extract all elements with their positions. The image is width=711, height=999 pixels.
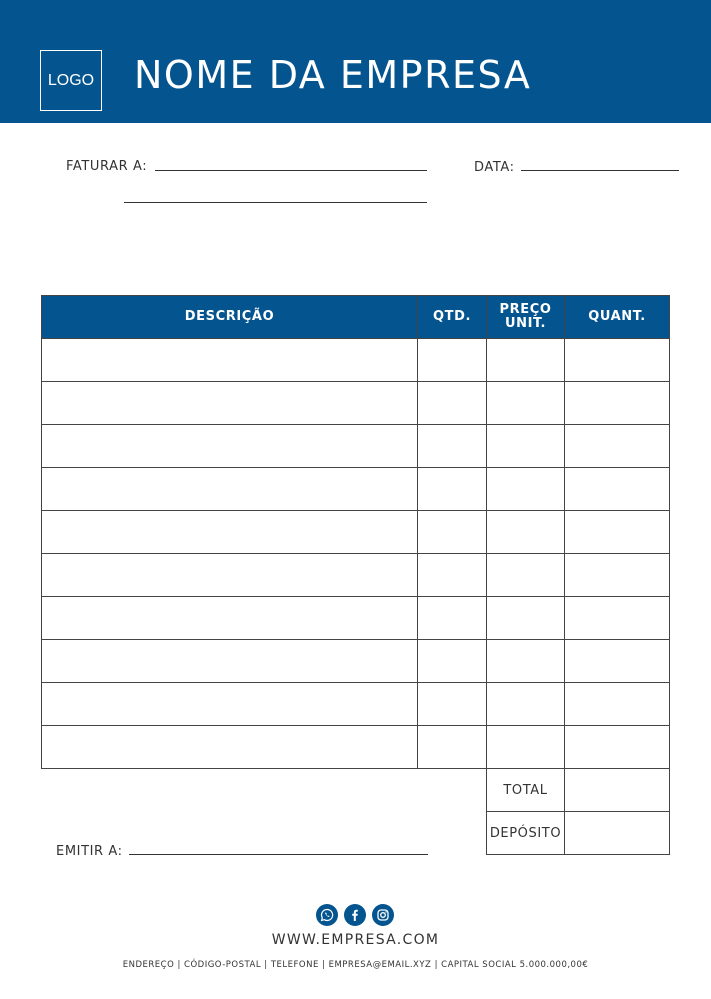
amount-cell[interactable]	[565, 382, 670, 425]
total-value-cell[interactable]	[565, 769, 670, 812]
unit-price-cell[interactable]	[487, 597, 565, 640]
amount-cell[interactable]	[565, 554, 670, 597]
bill-to-line-1[interactable]	[155, 170, 427, 171]
description-cell[interactable]	[42, 726, 418, 769]
qty-cell[interactable]	[418, 425, 487, 468]
social-icons	[316, 904, 396, 926]
deposit-label: DEPÓSITO	[487, 812, 565, 855]
qty-cell[interactable]	[418, 468, 487, 511]
table-row	[42, 554, 670, 597]
unit-price-cell[interactable]	[487, 425, 565, 468]
deposit-value-cell[interactable]	[565, 812, 670, 855]
description-cell[interactable]	[42, 683, 418, 726]
total-label: TOTAL	[487, 769, 565, 812]
company-info: ENDEREÇO | CÓDIGO-POSTAL | TELEFONE | EMPRESA@EMAIL.XYZ | CAPITAL SOCIAL 5.000.000,00€	[122, 960, 589, 970]
table-row	[42, 468, 670, 511]
table-header-row	[42, 296, 670, 339]
qty-cell[interactable]	[418, 597, 487, 640]
header-description: DESCRIÇÃO	[42, 296, 418, 339]
instagram-icon[interactable]	[372, 904, 394, 926]
total-row	[42, 769, 670, 812]
header-banner	[0, 0, 711, 123]
qty-cell[interactable]	[418, 554, 487, 597]
description-cell[interactable]	[42, 554, 418, 597]
table-row	[42, 382, 670, 425]
bill-to-label: FATURAR A:	[66, 159, 148, 174]
unit-price-cell[interactable]	[487, 339, 565, 382]
qty-cell[interactable]	[418, 511, 487, 554]
amount-cell[interactable]	[565, 640, 670, 683]
table-row	[42, 726, 670, 769]
facebook-icon[interactable]	[344, 904, 366, 926]
qty-cell[interactable]	[418, 683, 487, 726]
qty-cell[interactable]	[418, 382, 487, 425]
amount-cell[interactable]	[565, 597, 670, 640]
company-name: NOME DA EMPRESA	[134, 53, 532, 97]
unit-price-cell[interactable]	[487, 468, 565, 511]
description-cell[interactable]	[42, 640, 418, 683]
whatsapp-icon[interactable]	[316, 904, 338, 926]
header-unit-price: PREÇO UNIT.	[487, 296, 565, 339]
amount-cell[interactable]	[565, 726, 670, 769]
date-line[interactable]	[521, 170, 679, 171]
table-row	[42, 640, 670, 683]
unit-price-cell[interactable]	[487, 640, 565, 683]
unit-price-cell[interactable]	[487, 382, 565, 425]
description-cell[interactable]	[42, 382, 418, 425]
amount-cell[interactable]	[565, 468, 670, 511]
description-cell[interactable]	[42, 468, 418, 511]
amount-cell[interactable]	[565, 425, 670, 468]
logo: LOGO	[40, 50, 102, 111]
unit-price-cell[interactable]	[487, 726, 565, 769]
description-cell[interactable]	[42, 339, 418, 382]
description-cell[interactable]	[42, 597, 418, 640]
unit-price-cell[interactable]	[487, 511, 565, 554]
invoice-table	[41, 295, 670, 855]
deposit-row	[42, 812, 670, 855]
qty-cell[interactable]	[418, 726, 487, 769]
table-row	[42, 683, 670, 726]
qty-cell[interactable]	[418, 640, 487, 683]
table-row	[42, 339, 670, 382]
website: WWW.EMPRESA.COM	[271, 932, 440, 948]
header-amount: QUANT.	[565, 296, 670, 339]
description-cell[interactable]	[42, 511, 418, 554]
amount-cell[interactable]	[565, 683, 670, 726]
qty-cell[interactable]	[418, 339, 487, 382]
issue-to-label: EMITIR A:	[56, 844, 123, 859]
table-row	[42, 511, 670, 554]
description-cell[interactable]	[42, 425, 418, 468]
unit-price-cell[interactable]	[487, 554, 565, 597]
amount-cell[interactable]	[565, 339, 670, 382]
unit-price-cell[interactable]	[487, 683, 565, 726]
table-row	[42, 597, 670, 640]
date-label: DATA:	[474, 160, 515, 175]
amount-cell[interactable]	[565, 511, 670, 554]
bill-to-line-2[interactable]	[124, 202, 427, 203]
header-qty: QTD.	[418, 296, 487, 339]
table-row	[42, 425, 670, 468]
issue-to-line[interactable]	[129, 854, 428, 855]
